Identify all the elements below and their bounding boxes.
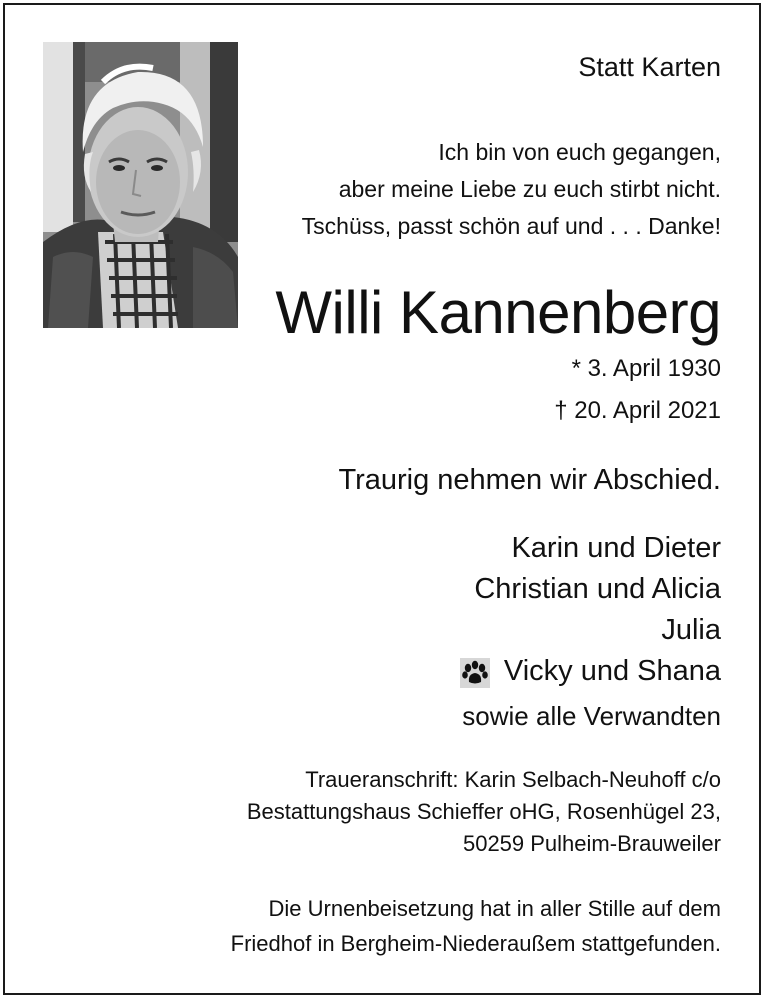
death-date: † 20. April 2021: [554, 397, 721, 424]
burial-line: Die Urnenbeisetzung hat in aller Stille auf dem: [268, 896, 721, 921]
address-line: 50259 Pulheim-Brauweiler: [462, 831, 721, 856]
paw-print-icon: [460, 658, 490, 688]
mourner-line: Karin und Dieter: [511, 532, 721, 564]
mourners-list: [460, 528, 721, 692]
mourning-address: [247, 764, 721, 860]
deceased-name: Willi Kannenberg: [275, 279, 721, 346]
address-line: Bestattungshaus Schieffer oHG, Rosenhügel 23,: [246, 799, 721, 824]
relatives-line: sowie alle Verwandten: [462, 701, 721, 731]
mourner-line: Julia: [661, 614, 721, 646]
poem-line: aber meine Liebe zu euch stirbt nicht.: [338, 176, 721, 202]
farewell-poem: [302, 134, 721, 245]
burial-notice: [231, 891, 721, 961]
statt-karten-label: Statt Karten: [578, 52, 721, 82]
burial-line: Friedhof in Bergheim-Niederaußem stattgefunden.: [230, 931, 721, 956]
poem-line: Ich bin von euch gegangen,: [438, 139, 721, 165]
mourner-line: Christian und Alicia: [474, 573, 721, 605]
portrait-photo: [43, 42, 238, 328]
mourner-pets-label: Vicky und Shana: [503, 655, 721, 687]
birth-date: * 3. April 1930: [571, 355, 721, 382]
address-line: Traueranschrift: Karin Selbach-Neuhoff c/o: [305, 767, 721, 792]
mourner-line-pets: [460, 651, 721, 692]
poem-line: Tschüss, passt schön auf und . . . Danke!: [301, 213, 721, 239]
mourning-statement: Traurig nehmen wir Abschied.: [338, 464, 721, 496]
